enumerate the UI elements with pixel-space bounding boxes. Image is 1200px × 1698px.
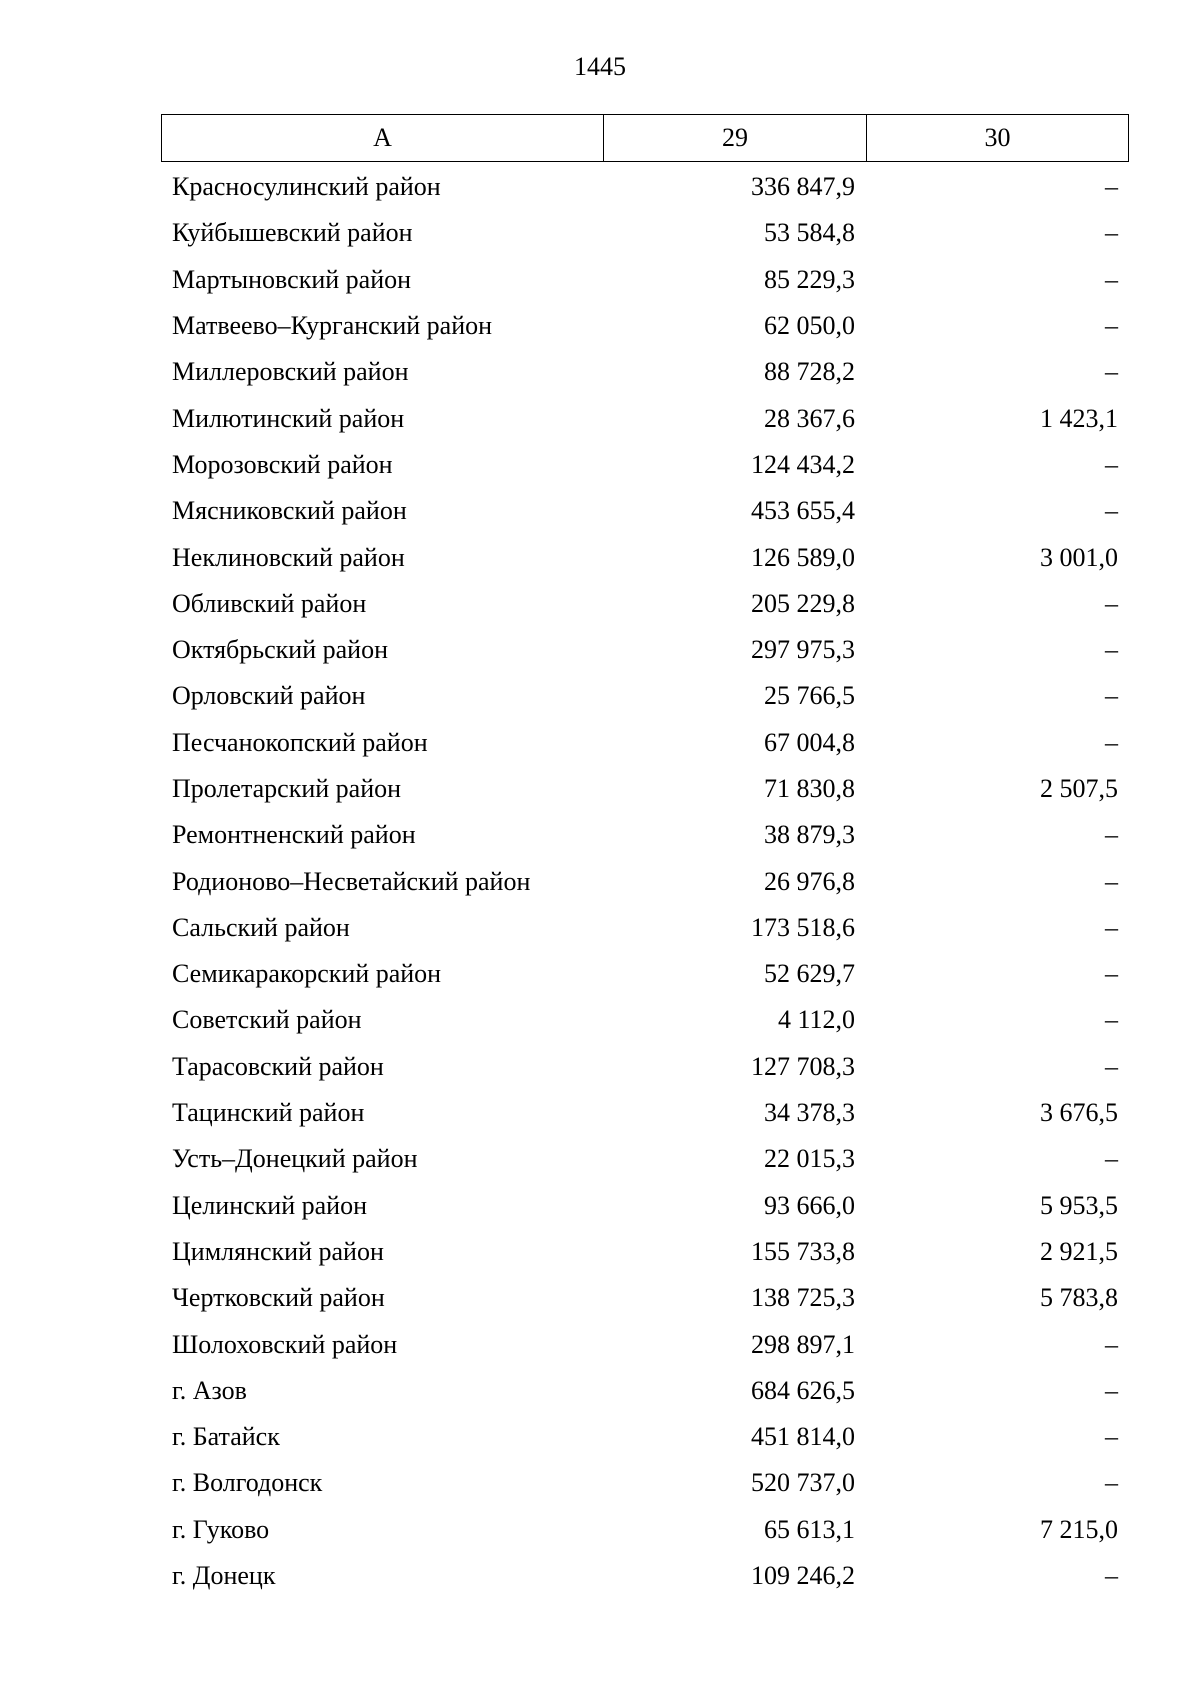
row-col30-cell: – [1105, 357, 1118, 387]
row-name-cell: Мартыновский район [172, 264, 412, 294]
row-name-cell: Миллеровский район [172, 357, 409, 387]
row-name-cell: Октябрьский район [172, 635, 388, 665]
table-row [161, 1044, 1129, 1090]
row-col30-cell: – [1105, 727, 1118, 757]
row-col30-cell: – [1105, 449, 1118, 479]
row-col29-cell: 520 737,0 [751, 1468, 855, 1498]
table-row [161, 1136, 1129, 1182]
row-col29-cell: 67 004,8 [764, 727, 855, 757]
row-col29-cell: 85 229,3 [764, 264, 855, 294]
row-name-cell: Целинский район [172, 1190, 367, 1220]
row-name-cell: г. Донецк [172, 1561, 276, 1591]
row-col30-cell: – [1105, 959, 1118, 989]
row-name-cell: Советский район [172, 1005, 362, 1035]
table-row [161, 1507, 1129, 1553]
row-col29-cell: 298 897,1 [751, 1329, 855, 1359]
row-col29-cell: 52 629,7 [764, 959, 855, 989]
table-row [161, 673, 1129, 719]
row-col30-cell: – [1105, 1329, 1118, 1359]
header-col-a: А [162, 115, 604, 161]
table-row [161, 442, 1129, 488]
table-row [161, 997, 1129, 1043]
row-col30-cell: – [1105, 496, 1118, 526]
row-col29-cell: 38 879,3 [764, 820, 855, 850]
row-name-cell: Красносулинский район [172, 172, 441, 202]
row-col29-cell: 126 589,0 [751, 542, 855, 572]
table-row [161, 303, 1129, 349]
table-row [161, 349, 1129, 395]
row-name-cell: г. Гуково [172, 1514, 270, 1544]
table-row [161, 1368, 1129, 1414]
table-row [161, 905, 1129, 951]
row-col30-cell: 5 953,5 [1040, 1190, 1118, 1220]
row-col29-cell: 453 655,4 [751, 496, 855, 526]
row-name-cell: Цимлянский район [172, 1236, 384, 1266]
table-row [161, 210, 1129, 256]
table-row [161, 858, 1129, 904]
table-row [161, 812, 1129, 858]
row-name-cell: г. Батайск [172, 1422, 280, 1452]
row-name-cell: Орловский район [172, 681, 366, 711]
header-col-29: 29 [604, 115, 867, 161]
row-col29-cell: 4 112,0 [777, 1005, 855, 1035]
row-name-cell: г. Волгодонск [172, 1468, 323, 1498]
table-body [161, 164, 1129, 1599]
table-row [161, 257, 1129, 303]
table-row [161, 1321, 1129, 1367]
row-col29-cell: 53 584,8 [764, 218, 855, 248]
row-col30-cell: – [1105, 866, 1118, 896]
row-col29-cell: 62 050,0 [764, 311, 855, 341]
row-col30-cell: – [1105, 820, 1118, 850]
row-col30-cell: 2 921,5 [1040, 1236, 1118, 1266]
row-col30-cell: – [1105, 1561, 1118, 1591]
table-row [161, 1090, 1129, 1136]
row-name-cell: Мясниковский район [172, 496, 407, 526]
table-row [161, 766, 1129, 812]
table-row [161, 164, 1129, 210]
row-col29-cell: 28 367,6 [764, 403, 855, 433]
table-row [161, 1275, 1129, 1321]
row-col29-cell: 451 814,0 [751, 1422, 855, 1452]
table-row [161, 627, 1129, 673]
table-row [161, 951, 1129, 997]
page-number: 1445 [574, 52, 626, 81]
row-col30-cell: 3 001,0 [1040, 542, 1118, 572]
row-col30-cell: – [1105, 264, 1118, 294]
row-col30-cell: – [1105, 1051, 1118, 1081]
row-name-cell: Усть–Донецкий район [172, 1144, 418, 1174]
table-row [161, 395, 1129, 441]
row-name-cell: Песчанокопский район [172, 727, 428, 757]
table-row [161, 488, 1129, 534]
row-col29-cell: 25 766,5 [764, 681, 855, 711]
row-col30-cell: 5 783,8 [1040, 1283, 1118, 1313]
row-col29-cell: 127 708,3 [751, 1051, 855, 1081]
row-col30-cell: – [1105, 1005, 1118, 1035]
row-col30-cell: 3 676,5 [1040, 1098, 1118, 1128]
row-name-cell: Тацинский район [172, 1098, 365, 1128]
row-name-cell: Пролетарский район [172, 774, 402, 803]
row-name-cell: Обливский район [172, 588, 367, 618]
header-col-30: 30 [984, 123, 1011, 152]
row-col30-cell: – [1105, 1468, 1118, 1498]
row-col30-cell: – [1105, 218, 1118, 248]
row-col30-cell: – [1105, 912, 1118, 942]
row-col30-cell: – [1105, 588, 1118, 618]
row-name-cell: Тарасовский район [172, 1051, 384, 1081]
row-col30-cell: – [1105, 1422, 1118, 1452]
row-name-cell: Ремонтненский район [172, 820, 416, 850]
row-name-cell: Сальский район [172, 912, 350, 942]
row-col29-cell: 336 847,9 [751, 172, 855, 202]
row-name-cell: Матвеево–Курганский район [172, 311, 493, 341]
row-name-cell: Чертковский район [172, 1283, 385, 1313]
row-col29-cell: 297 975,3 [751, 635, 855, 665]
row-col29-cell: 124 434,2 [751, 449, 855, 479]
row-name-cell: г. Азов [172, 1375, 247, 1405]
table-row [161, 1183, 1129, 1229]
row-col29-cell: 205 229,8 [751, 588, 855, 618]
row-col29-cell: 109 246,2 [751, 1561, 855, 1591]
row-col30-cell: – [1105, 172, 1118, 202]
row-name-cell: Куйбышевский район [172, 218, 413, 248]
row-col29-cell: 88 728,2 [764, 357, 855, 387]
row-col29-cell: 65 613,1 [764, 1514, 855, 1544]
table-header [161, 114, 1129, 162]
row-col29-cell: 138 725,3 [751, 1283, 855, 1313]
row-col29-cell: 155 733,8 [751, 1236, 855, 1266]
row-col29-cell: 22 015,3 [764, 1144, 855, 1174]
row-name-cell: Родионово–Несветайский район [172, 866, 531, 896]
row-col29-cell: 684 626,5 [751, 1375, 855, 1405]
table-row [161, 581, 1129, 627]
table-row [161, 1229, 1129, 1275]
row-col29-cell: 71 830,8 [764, 774, 855, 803]
row-col30-cell: – [1105, 311, 1118, 341]
row-col30-cell: – [1105, 1144, 1118, 1174]
table-row [161, 1460, 1129, 1506]
row-name-cell: Шолоховский район [172, 1329, 398, 1359]
row-col29-cell: 34 378,3 [764, 1098, 855, 1128]
row-name-cell: Милютинский район [172, 403, 405, 433]
row-col30-cell: – [1105, 1375, 1118, 1405]
row-name-cell: Морозовский район [172, 449, 393, 479]
row-col30-cell: – [1105, 681, 1118, 711]
table-row [161, 534, 1129, 580]
table-row [161, 720, 1129, 766]
row-col30-cell: 2 507,5 [1040, 774, 1118, 803]
row-col29-cell: 173 518,6 [751, 912, 855, 942]
row-col29-cell: 26 976,8 [764, 866, 855, 896]
table-row [161, 1553, 1129, 1599]
row-col30-cell: 7 215,0 [1040, 1514, 1118, 1544]
row-name-cell: Семикаракорский район [172, 959, 442, 989]
row-col29-cell: 93 666,0 [764, 1190, 855, 1220]
row-col30-cell: – [1105, 635, 1118, 665]
row-name-cell: Неклиновский район [172, 542, 405, 572]
table-row [161, 1414, 1129, 1460]
row-col30-cell: 1 423,1 [1040, 403, 1118, 433]
